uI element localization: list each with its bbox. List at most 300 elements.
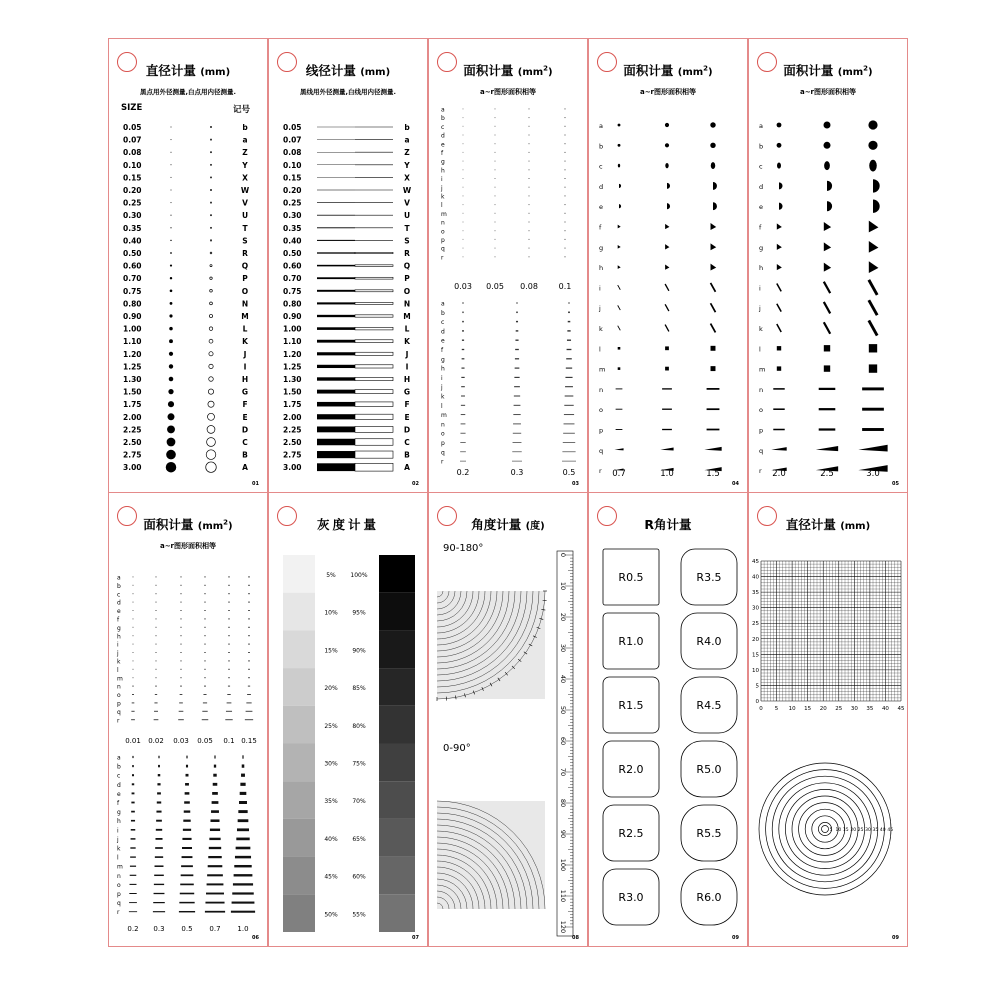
ruler-label: 50 — [559, 705, 567, 715]
bar-shape — [862, 428, 884, 431]
area-mark — [463, 152, 464, 153]
circle-shape — [777, 123, 782, 128]
radius-label: R4.5 — [696, 699, 722, 712]
column-label: 0.3 — [510, 468, 524, 477]
area-mark — [157, 792, 161, 794]
white-dot — [208, 389, 213, 394]
area-mark — [204, 669, 205, 670]
area-mark — [248, 602, 250, 603]
white-line — [355, 377, 393, 380]
code-label: b — [404, 123, 410, 132]
column-label: 0.5 — [181, 925, 193, 933]
area-mark — [529, 187, 530, 188]
black-line — [317, 390, 355, 394]
white-line — [355, 414, 393, 419]
area-mark — [132, 783, 134, 785]
area-mark — [240, 783, 245, 786]
row-letter: b — [759, 142, 764, 151]
row-letter: j — [759, 304, 761, 313]
size-label: 0.90 — [123, 312, 142, 321]
wedge-shape — [614, 448, 623, 450]
triangle-shape — [824, 263, 831, 272]
area-mark — [154, 711, 158, 712]
white-dot — [210, 152, 211, 153]
area-mark — [236, 838, 249, 841]
area-mark — [155, 865, 164, 867]
area-mark — [210, 829, 220, 831]
column-label: 0.2 — [127, 925, 139, 933]
area-mark — [514, 405, 521, 406]
gray-swatch — [283, 857, 315, 895]
grid-and-rings-chart — [749, 493, 908, 947]
area-mark — [463, 178, 464, 179]
gray-swatch — [283, 593, 315, 631]
size-label: 0.70 — [283, 274, 302, 284]
area-mark — [463, 135, 464, 136]
card-subtitle: a~r图形面积相等 — [639, 88, 697, 96]
grid-y-label: 30 — [752, 605, 759, 612]
ring-label: 15 — [842, 828, 849, 833]
black-dot — [167, 425, 175, 433]
gray-swatch — [283, 706, 315, 744]
grid-x-label: 15 — [804, 706, 812, 712]
grayscale-chart — [269, 493, 428, 947]
area-mark — [132, 792, 135, 794]
grayscale-gauge-card — [268, 492, 428, 947]
area-mark — [529, 135, 530, 136]
circle-shape — [777, 143, 782, 148]
slash-shape — [665, 284, 669, 291]
area-mark — [133, 660, 134, 661]
size-label: 0.25 — [283, 198, 302, 208]
card-title: R角计量 — [644, 517, 692, 532]
area-mark — [204, 686, 206, 687]
slash-shape — [824, 282, 830, 293]
row-letter: i — [599, 284, 601, 293]
area-mark — [247, 694, 251, 695]
area-mark — [130, 847, 135, 848]
gray-label: 90% — [352, 647, 366, 655]
area-mark — [209, 838, 220, 840]
size-label: 1.20 — [123, 349, 142, 359]
bar-shape — [773, 429, 784, 431]
area-mark — [515, 368, 520, 369]
white-dot — [209, 339, 213, 343]
area-mark — [462, 321, 464, 322]
area-mark — [495, 213, 496, 214]
area-mark — [228, 644, 230, 645]
wire-chart — [269, 39, 428, 493]
area-mark — [463, 230, 464, 231]
half-circle-shape — [827, 201, 832, 211]
half-circle-shape — [779, 182, 783, 189]
ruler-label: 80 — [559, 798, 567, 808]
row-letter: a — [759, 122, 763, 130]
area-mark — [236, 847, 251, 850]
black-dot — [168, 413, 175, 420]
area-mark — [248, 576, 250, 577]
column-label: 1.5 — [706, 469, 720, 479]
area-mark — [158, 756, 159, 759]
size-label: 0.07 — [283, 135, 302, 145]
area-mark — [516, 312, 518, 314]
white-dot — [209, 352, 213, 356]
size-label: 0.05 — [283, 123, 302, 132]
white-dot — [209, 314, 212, 317]
area-mark — [227, 694, 230, 695]
code-label: U — [241, 211, 249, 221]
size-label: 2.25 — [123, 425, 142, 435]
triangle-shape — [869, 241, 879, 253]
area-mark — [463, 204, 464, 205]
area-mark — [179, 702, 183, 703]
area-mark — [517, 302, 518, 304]
code-label: O — [241, 286, 249, 296]
white-dot — [206, 450, 216, 460]
row-letter: n — [117, 872, 121, 880]
area-mark — [516, 321, 518, 322]
slash-shape — [711, 303, 716, 312]
black-dot — [166, 462, 177, 473]
area-mark — [131, 838, 136, 839]
row-letter: k — [441, 393, 445, 401]
area-mark — [495, 204, 496, 205]
white-line — [355, 426, 393, 432]
code-label: U — [403, 211, 411, 221]
area-mark — [463, 302, 464, 304]
grid-y-label: 15 — [752, 652, 759, 659]
area-mark — [129, 893, 136, 894]
row-letter: n — [759, 385, 764, 394]
area-mark — [529, 152, 530, 153]
gray-label: 45% — [324, 873, 338, 881]
ruler-label: 30 — [559, 643, 567, 653]
area-mark — [529, 195, 530, 196]
area-mark — [564, 414, 574, 415]
area-mark — [463, 143, 464, 144]
bar-shape — [707, 388, 720, 390]
ruler-label: 20 — [559, 612, 567, 622]
black-dot — [170, 252, 172, 254]
slash-shape — [618, 326, 621, 331]
slash-shape — [824, 302, 830, 313]
gray-swatch — [379, 668, 415, 706]
column-label: 0.1 — [558, 282, 572, 291]
area-mark — [564, 187, 565, 188]
area-mark — [180, 686, 182, 687]
row-letter: d — [441, 328, 445, 336]
card-title: 直径计量 (mm) — [145, 63, 231, 78]
half-circle-shape — [779, 203, 783, 210]
size-label: 0.75 — [283, 286, 302, 296]
grid-diameter-card — [748, 492, 908, 947]
triangle-shape — [618, 225, 621, 229]
black-dot — [170, 227, 171, 228]
area-shapes-chart — [589, 39, 748, 493]
gray-swatch — [379, 744, 415, 782]
bar-shape — [819, 408, 836, 410]
grid-x-label: 20 — [819, 706, 827, 712]
area-mark — [183, 829, 191, 831]
area-mark — [204, 585, 205, 586]
page-number: 09 — [892, 935, 899, 941]
area-mark — [205, 902, 224, 904]
area-mark — [156, 669, 157, 670]
row-letter: p — [117, 891, 121, 898]
slash-shape — [618, 285, 621, 290]
area-mark — [565, 377, 572, 378]
area-mark — [156, 585, 157, 586]
area-mark — [564, 239, 565, 240]
column-label: 0.02 — [148, 737, 164, 745]
black-dot — [171, 127, 172, 128]
black-line — [317, 377, 355, 380]
area-mark — [131, 802, 134, 804]
area-mark — [232, 892, 253, 894]
white-dot — [210, 126, 211, 127]
row-letter: b — [117, 582, 121, 590]
ruler-label: 120 — [559, 920, 567, 934]
area-mark — [495, 152, 496, 153]
row-letter: i — [117, 641, 119, 649]
area-mark — [133, 635, 134, 636]
area-mark — [513, 442, 522, 443]
area-mark — [463, 161, 464, 162]
area-mark — [228, 593, 230, 594]
grid-x-label: 25 — [835, 706, 843, 712]
size-label: 0.60 — [123, 261, 142, 271]
radius-label: R0.5 — [618, 571, 644, 584]
black-dot — [170, 302, 173, 305]
area-mark — [180, 652, 181, 653]
row-letter: k — [599, 325, 603, 333]
area-mark — [460, 451, 466, 452]
area-mark — [182, 856, 193, 858]
area-mark — [228, 686, 230, 687]
area-mark — [226, 711, 232, 712]
area-mark — [156, 644, 157, 645]
area-mark — [463, 256, 464, 257]
gray-swatch — [283, 819, 315, 857]
black-dot — [169, 364, 173, 368]
white-dot — [210, 227, 211, 228]
area-mark — [495, 222, 496, 223]
area-mark — [246, 711, 253, 712]
black-line — [317, 426, 355, 432]
code-label: S — [242, 236, 248, 246]
range-label-top: 90-180° — [443, 543, 484, 554]
size-label: 0.35 — [283, 223, 302, 233]
black-line — [317, 302, 355, 304]
code-label: T — [242, 223, 248, 233]
grid-y-label: 5 — [755, 683, 759, 690]
area-mark — [132, 765, 134, 767]
area-mark — [529, 108, 530, 109]
column-label: 3.0 — [866, 469, 880, 479]
area-mark — [186, 756, 187, 759]
card-title: 直径计量 (mm) — [785, 517, 871, 532]
row-letter: f — [117, 616, 120, 624]
area-mark — [462, 340, 464, 341]
gray-label: 70% — [352, 798, 366, 806]
area-mark — [133, 593, 134, 594]
row-letter: n — [441, 219, 445, 227]
area-gauge-card-fine — [108, 492, 268, 947]
area-mark — [131, 719, 135, 720]
card-subtitle: a~r图形面积相等 — [479, 88, 537, 96]
area-mark — [564, 117, 565, 118]
size-label: 2.00 — [283, 412, 302, 422]
card-subtitle: a~r图形面积相等 — [159, 542, 217, 550]
white-line — [355, 340, 393, 343]
area-mark — [133, 652, 134, 653]
row-letter: g — [117, 809, 121, 817]
code-label: P — [404, 274, 410, 284]
size-label: 0.07 — [123, 135, 142, 145]
code-label: F — [404, 400, 410, 410]
area-mark — [130, 866, 136, 867]
area-mark — [207, 883, 224, 885]
row-letter: g — [599, 243, 604, 252]
area-mark — [156, 602, 157, 603]
black-line — [317, 202, 355, 203]
row-letter: k — [441, 193, 445, 201]
area-mark — [131, 820, 135, 822]
page-number: 08 — [572, 935, 579, 941]
area-mark — [514, 377, 519, 378]
black-dot — [166, 450, 176, 460]
gray-label: 15% — [324, 647, 338, 655]
area-mark — [180, 669, 181, 670]
area-mark — [214, 765, 216, 768]
area-mark — [564, 230, 565, 231]
ruler-label: 40 — [559, 674, 567, 684]
ruler-label: 0 — [559, 552, 567, 558]
card-title: 面积计量 $(mm^2)$ — [143, 517, 233, 532]
row-letter: p — [117, 700, 121, 708]
bar-shape — [819, 388, 836, 390]
area-mark — [248, 610, 250, 611]
area-mark — [463, 222, 464, 223]
row-letter: c — [117, 772, 121, 780]
area-mark — [154, 893, 165, 894]
row-letter: m — [117, 675, 123, 683]
area-mark — [515, 349, 519, 350]
row-letter: i — [441, 176, 443, 184]
area-mark — [461, 423, 466, 424]
area-mark — [495, 169, 496, 170]
card-subtitle: 黑点用外径测量,白点用内径测量. — [140, 88, 236, 96]
area-mark — [564, 213, 565, 214]
white-dot — [207, 438, 216, 447]
wedge-shape — [816, 446, 838, 451]
white-line — [355, 290, 393, 292]
size-label: 0.80 — [123, 299, 142, 309]
area-mark — [566, 368, 572, 369]
area-mark — [155, 847, 163, 849]
circle-shape — [618, 124, 621, 127]
ruler-label: 10 — [559, 581, 567, 591]
grid-x-label: 10 — [788, 706, 796, 712]
row-letter: i — [441, 374, 443, 382]
area-mark — [564, 152, 565, 153]
column-label: 1.0 — [660, 469, 674, 479]
black-dot — [170, 215, 171, 216]
row-letter: n — [441, 421, 445, 429]
row-letter: k — [117, 658, 121, 666]
gray-label: 25% — [324, 722, 338, 730]
angle-gauge-card — [428, 492, 588, 947]
area-mark — [233, 883, 253, 885]
area-mark — [513, 423, 521, 424]
area-mark — [564, 423, 575, 424]
gray-swatch — [283, 630, 315, 668]
ruler-label: 110 — [559, 889, 567, 903]
area-mark — [462, 358, 465, 359]
grid-y-label: 0 — [755, 699, 759, 705]
bar-shape — [819, 428, 836, 430]
row-letter: m — [441, 412, 447, 420]
area-mark — [181, 865, 193, 867]
code-label: K — [404, 337, 410, 347]
slash-shape — [665, 325, 669, 332]
area-mark — [180, 635, 181, 636]
size-label: 0.15 — [283, 173, 302, 183]
size-label: 1.75 — [123, 400, 142, 410]
area-mark — [132, 686, 133, 687]
area-mark — [154, 702, 157, 703]
area-gauge-card-medium — [588, 38, 748, 493]
grid-y-label: 40 — [752, 574, 759, 581]
square-shape — [711, 366, 716, 371]
circle-shape — [868, 120, 877, 129]
area-mark — [183, 820, 190, 822]
area-mark — [515, 358, 519, 359]
area-mark — [153, 902, 165, 903]
row-letter: q — [759, 446, 764, 455]
slash-shape — [711, 324, 716, 333]
area-mark — [564, 161, 565, 162]
white-dot — [210, 252, 212, 254]
area-mark — [564, 256, 565, 257]
half-circle-shape — [827, 181, 832, 191]
white-dot — [210, 189, 211, 190]
area-mark — [155, 838, 162, 840]
bar-shape — [662, 388, 672, 389]
area-mark — [461, 396, 465, 397]
gray-label: 60% — [352, 873, 366, 881]
area-mark — [529, 222, 530, 223]
area-mark — [463, 213, 464, 214]
gray-swatch — [283, 894, 315, 932]
code-label: K — [242, 337, 248, 347]
area-mark — [564, 248, 565, 249]
half-circle-shape — [619, 204, 621, 208]
size-label: 2.00 — [123, 412, 142, 422]
area-mark — [248, 618, 250, 619]
row-letter: l — [117, 854, 119, 862]
size-label: 1.30 — [283, 375, 302, 384]
area-chart — [429, 39, 588, 493]
size-label: 2.75 — [283, 450, 302, 460]
area-mark — [202, 711, 207, 712]
row-letter: b — [441, 309, 445, 317]
row-letter: e — [441, 141, 445, 149]
area-mark — [156, 811, 161, 813]
area-mark — [156, 677, 157, 678]
quadrant-background — [437, 591, 545, 699]
grid-y-label: 45 — [752, 559, 759, 565]
